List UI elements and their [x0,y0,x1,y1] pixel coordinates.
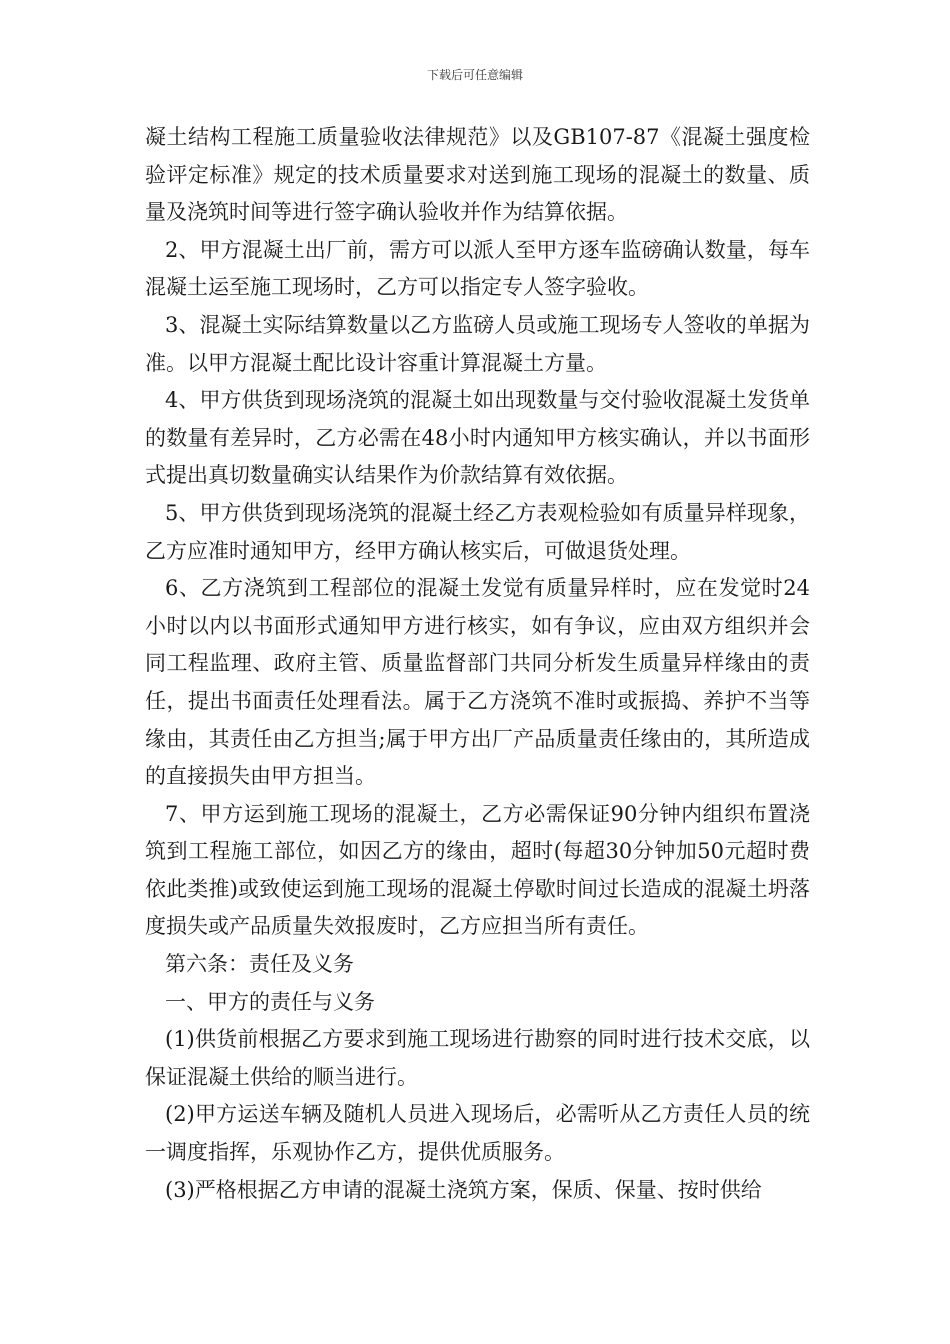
paragraph-item-3: (3)严格根据乙方申请的混凝土浇筑方案，保质、保量、按时供给 [165,1177,762,1202]
paragraph-clause-2: 2、甲方混凝土出厂前，需方可以派人至甲方逐车监磅确认数量，每车混凝土运至施工现场时，乙方可以指定专人签字验收。 [145,237,810,300]
paragraph-clause-7: 7、甲方运到施工现场的混凝土，乙方必需保证90分钟内组织布置浇筑到工程施工部位，如因乙方的缘由，超时(每超30分钟加50元超时费依此类推)或致使运到施工现场的混凝土停歇时间过长造成的混凝土坍落度损失或产品质量失效报废时，乙方应担当所有责任。 [145,801,810,939]
paragraph-clause-4: 4、甲方供货到现场浇筑的混凝土如出现数量与交付验收混凝土发货单的数量有差异时，乙方必需在48小时内通知甲方核实确认，并以书面形式提出真切数量确实认结果作为价款结算有效依据。 [145,388,810,488]
paragraph-item-1: (1)供货前根据乙方要求到施工现场进行勘察的同时进行技术交底，以保证混凝土供给的顺当进行。 [145,1027,810,1089]
paragraph-clause-6: 6、乙方浇筑到工程部位的混凝土发觉有质量异样时，应在发觉时24小时以内以书面形式通知甲方进行核实，如有争议，应由双方组织并会同工程监理、政府主管、质量监督部门共同分析发生质量异样缘由的责任，提出书面责任处理看法。属于乙方浇筑不准时或振捣、养护不当等缘由，其责任由乙方担当;属于甲方出厂产品质量责任缘由的，其所造成的直接损失由甲方担当。 [145,576,810,789]
page-header: 下载后可任意编辑 [426,68,523,82]
paragraph-item-2: (2)甲方运送车辆及随机人员进入现场后，必需听从乙方责任人员的统一调度指挥，乐观协作乙方，提供优质服务。 [145,1102,810,1165]
paragraph-clause-5: 5、甲方供货到现场浇筑的混凝土经乙方表观检验如有质量异样现象，乙方应准时通知甲方，经甲方确认核实后，可做退货处理。 [145,500,810,563]
paragraph-clause-3: 3、混凝土实际结算数量以乙方监磅人员或施工现场专人签收的单据为准。以甲方混凝土配比设计容重计算混凝土方量。 [145,312,810,375]
section-heading-article-6: 第六条：责任及义务 [165,952,354,977]
paragraph-continuation: 凝土结构工程施工质量验收法律规范》以及GB107-87《混凝土强度检验评定标准》规定的技术质量要求对送到施工现场的混凝土的数量、质量及浇筑时间等进行签字确认验收并作为结算依据。 [145,125,810,225]
document-body [145,119,810,1209]
subsection-heading-party-a: 一、甲方的责任与义务 [165,989,375,1014]
